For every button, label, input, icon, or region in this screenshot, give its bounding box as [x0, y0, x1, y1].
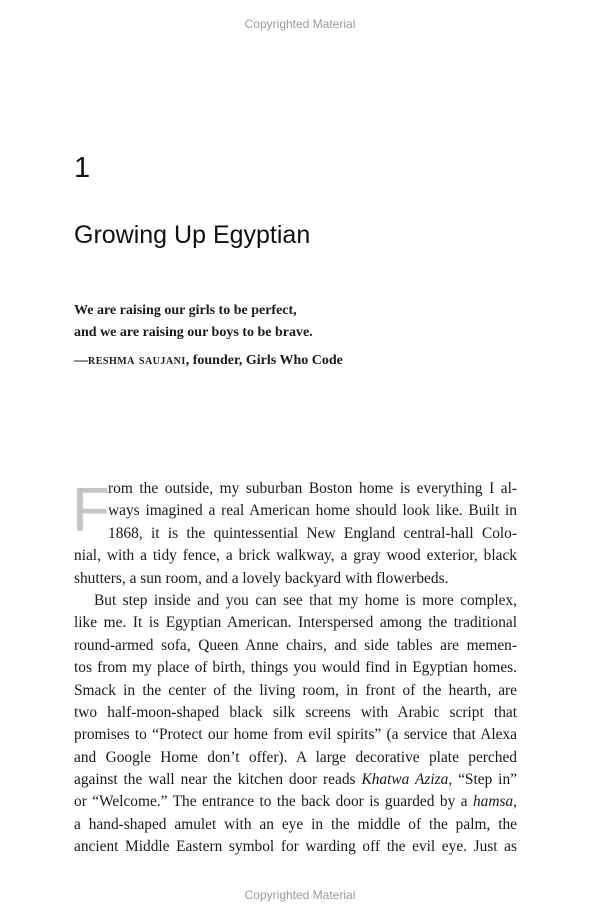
body-line: ways imagined a real American home should look like. Built in	[108, 502, 517, 520]
attribution-author: reshma saujani	[88, 353, 186, 368]
body-line: rom the outside, my suburban Boston home is everything I al-	[108, 480, 517, 497]
drop-cap: F	[72, 476, 110, 545]
copyright-watermark-bottom: Copyrighted Material	[244, 888, 356, 902]
chapter-number: 1	[74, 152, 91, 184]
attribution-affiliation: , founder, Girls Who Code	[185, 353, 343, 368]
body-line-text: against the wall near the kitchen door reads	[74, 771, 362, 789]
body-line: a hand-shaped amulet with an eye in the middle of the palm, the	[74, 815, 517, 833]
body-line-text: or “Welcome.” The entrance to the back door is guarded by a	[74, 793, 473, 811]
epigraph-line: and we are raising our boys to be brave.	[74, 325, 313, 340]
italic-phrase: hamsa	[472, 793, 514, 811]
chapter-body	[74, 478, 517, 859]
attribution-dash: —	[74, 353, 88, 368]
body-line: two half-moon-shaped black silk screens with Arabic script that	[74, 703, 517, 721]
body-line: nial, with a tidy fence, a brick walkway, a gray wood exterior, black	[74, 547, 517, 565]
body-line: shutters, a sun room, and a lovely backyard with flowerbeds.	[74, 569, 449, 587]
body-line	[74, 769, 517, 791]
body-line: 1868, it is the quintessential New England central-hall Colo-	[108, 524, 517, 542]
body-line: round-armed sofa, Queen Anne chairs, and side tables are memen-	[74, 636, 517, 654]
chapter-title: Growing Up Egyptian	[74, 221, 311, 249]
epigraph-line: We are raising our girls to be perfect,	[74, 303, 297, 318]
epigraph	[74, 300, 524, 372]
italic-phrase: Khatwa Aziza	[361, 771, 449, 789]
body-line: tos from my place of birth, things you would find in Egyptian homes.	[74, 659, 517, 677]
body-line	[74, 791, 517, 813]
body-line-text: , “Step in”	[448, 771, 517, 789]
epigraph-attribution	[74, 350, 524, 372]
body-line: Smack in the center of the living room, in front of the hearth, are	[74, 681, 517, 699]
body-line: ancient Middle Eastern symbol for warding off the evil eye. Just as	[74, 838, 517, 856]
body-line: But step inside and you can see that my home is more complex,	[94, 591, 517, 609]
body-line: like me. It is Egyptian American. Interspersed among the traditional	[74, 614, 517, 632]
body-line-text: ,	[513, 793, 517, 811]
copyright-watermark-top: Copyrighted Material	[244, 17, 356, 31]
body-line: promises to “Protect our home from evil spirits” (a service that Alexa	[74, 726, 517, 744]
body-line: and Google Home don’t offer). A large decorative plate perched	[74, 748, 517, 766]
